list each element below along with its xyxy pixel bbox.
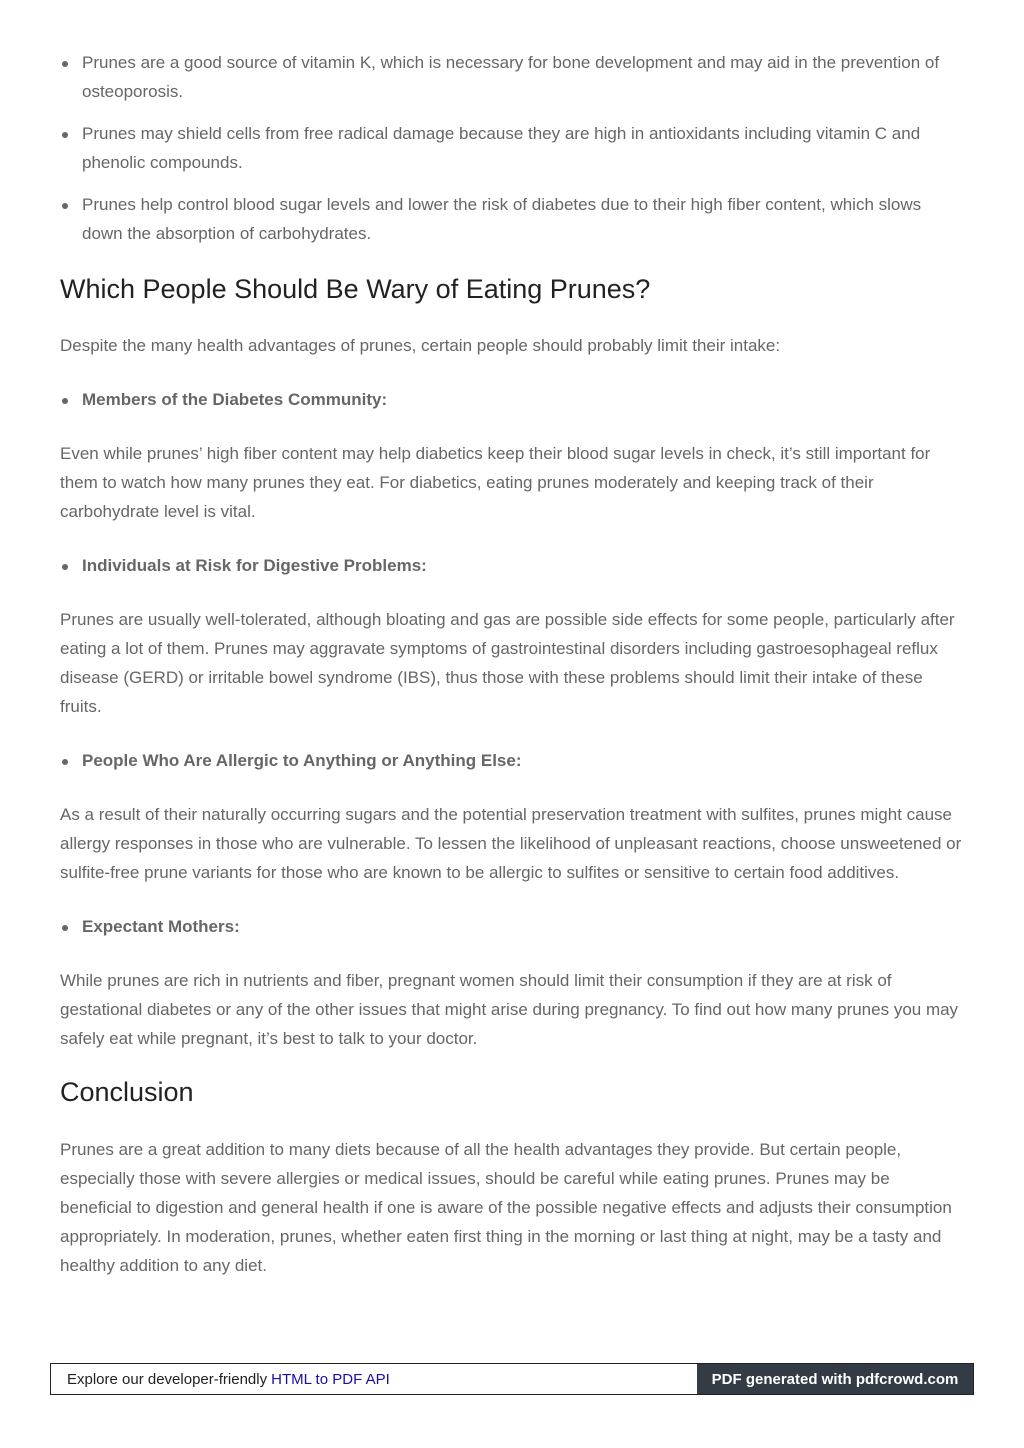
html-to-pdf-api-link[interactable]: HTML to PDF API	[271, 1370, 390, 1388]
pdf-footer-banner	[50, 1363, 974, 1395]
section-heading-conclusion: Conclusion	[60, 1077, 194, 1107]
benefits-list	[60, 48, 965, 248]
footer-explore	[51, 1364, 697, 1394]
article-content	[60, 48, 965, 1280]
group-text-diabetes: Even while prunes’ high fiber content may help diabetics keep their blood sugar levels in check, it’s still important for them to watch how many prunes they eat. For diabetics, eating prunes moderately and keeping track of their carbohydrate level is vital.	[60, 444, 931, 521]
footer-explore-text: Explore our developer-friendly	[67, 1370, 268, 1388]
group-text-allergic: As a result of their naturally occurring sugars and the potential preservation treatment with sulfites, prunes might cause allergy responses in those who are vulnerable. To lessen the likelihood of unpleasant reactions, choose unsweetened or sulfite-free prune variants for those who are known to be allergic to sulfites or sensitive to certain food additives.	[60, 805, 962, 882]
list-item: Prunes help control blood sugar levels and lower the risk of diabetes due to their high fiber content, which slows down the absorption of carbohydrates.	[60, 190, 965, 248]
section-heading-wary: Which People Should Be Wary of Eating Prunes?	[60, 274, 651, 304]
group-label-diabetes: Members of the Diabetes Community:	[60, 385, 965, 414]
group-text-expectant: While prunes are rich in nutrients and fiber, pregnant women should limit their consumption if they are at risk of gestational diabetes or any of the other issues that might arise during pregnancy. To find out how many prunes you may safely eat while pregnant, it’s best to talk to your doctor.	[60, 971, 959, 1048]
group-label-digestive: Individuals at Risk for Digestive Problems:	[60, 551, 965, 580]
group-label-allergic: People Who Are Allergic to Anything or Anything Else:	[60, 746, 965, 775]
list-item: Prunes may shield cells from free radical damage because they are high in antioxidants including vitamin C and phenolic compounds.	[60, 119, 965, 177]
list-item: Prunes are a good source of vitamin K, which is necessary for bone development and may aid in the prevention of osteoporosis.	[60, 48, 965, 106]
conclusion-text: Prunes are a great addition to many diets because of all the health advantages they provide. But certain people, especially those with severe allergies or medical issues, should be careful while eating prunes. Prunes may be beneficial to digestion and general health if one is aware of the possible negative effects and adjusts their consumption appropriately. In moderation, prunes, whether eaten first thing in the morning or last thing at night, may be a tasty and healthy addition to any diet.	[60, 1140, 952, 1275]
group-text-digestive: Prunes are usually well-tolerated, although bloating and gas are possible side effects for some people, particularly after eating a lot of them. Prunes may aggravate symptoms of gastrointestinal disorders including gastroesophageal reflux disease (GERD) or irritable bowel syndrome (IBS), thus those with these problems should limit their intake of these fruits.	[60, 610, 955, 716]
group-label-expectant: Expectant Mothers:	[60, 912, 965, 941]
section-intro: Despite the many health advantages of prunes, certain people should probably limit their intake:	[60, 336, 781, 355]
pdfcrowd-badge[interactable]: PDF generated with pdfcrowd.com	[697, 1364, 973, 1394]
